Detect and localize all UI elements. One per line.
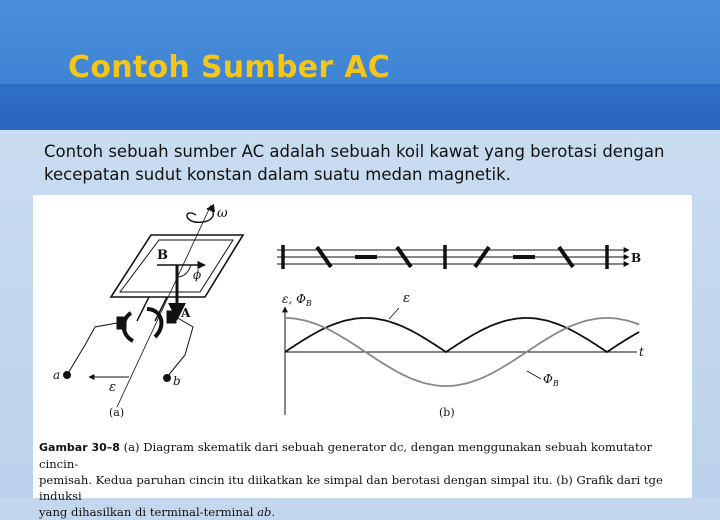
slide-body-text: Contoh sebuah sumber AC adalah sebuah koil kawat yang berotasi dengan kecepatan sudut konstan dalam suatu medan magnetik. — [44, 142, 665, 184]
generator-figure — [33, 195, 692, 519]
brush-left — [117, 317, 126, 329]
commutator-half-right — [147, 309, 161, 337]
omega-label: ω — [217, 206, 228, 221]
figure-caption — [39, 439, 689, 520]
phi-label: ϕ — [193, 268, 202, 282]
phi-angle-arc — [177, 265, 191, 277]
emf-curve-label: ε — [403, 291, 410, 306]
caption-line-1: (a) Diagram skematik dari sebuah generator dc, dengan menggunakan sebuah komutator cincin- — [39, 440, 653, 471]
caption-line-3: yang dihasilkan di terminal-terminal — [39, 505, 258, 519]
caption-terminal-ab: ab — [257, 505, 272, 519]
field-b-label: B — [631, 251, 642, 265]
emf-flux-graph — [285, 307, 639, 415]
loop-rotation-strip — [277, 245, 629, 269]
caption-prefix: Gambar 30–8 — [39, 441, 120, 454]
terminal-a-dot — [64, 372, 71, 379]
panel-b-label: (b) — [439, 406, 455, 419]
slide-title: Contoh Sumber AC — [68, 50, 391, 85]
a-vector-label: A — [181, 306, 191, 320]
wire-to-a — [67, 323, 117, 375]
caption-line-2: pemisah. Kedua paruhan cincin itu diikatkan ke simpal dan berotasi dengan simpal itu. (b) Grafik dari tge induksi — [39, 473, 663, 503]
brush-right — [167, 311, 176, 323]
graph-y-label: ε, $\Phi_B$ — [282, 292, 312, 308]
flux-curve-pointer — [527, 371, 541, 379]
caption-period: . — [271, 505, 276, 519]
flux-curve-label: $\Phi_B$ — [543, 372, 559, 388]
terminal-a-label: a — [53, 368, 61, 382]
header-band — [0, 84, 720, 130]
graph-time-label: t — [639, 345, 644, 359]
panel-a-label: (a) — [109, 406, 125, 419]
emf-curve-pointer — [389, 308, 399, 319]
emf-label: ε — [109, 380, 116, 395]
terminal-b-dot — [164, 375, 171, 382]
wire-to-b — [167, 317, 193, 377]
omega-rotation-arrow — [187, 209, 213, 222]
b-vector-label: B — [157, 248, 168, 263]
generator-schematic — [64, 205, 244, 407]
terminal-b-label: b — [173, 374, 181, 388]
